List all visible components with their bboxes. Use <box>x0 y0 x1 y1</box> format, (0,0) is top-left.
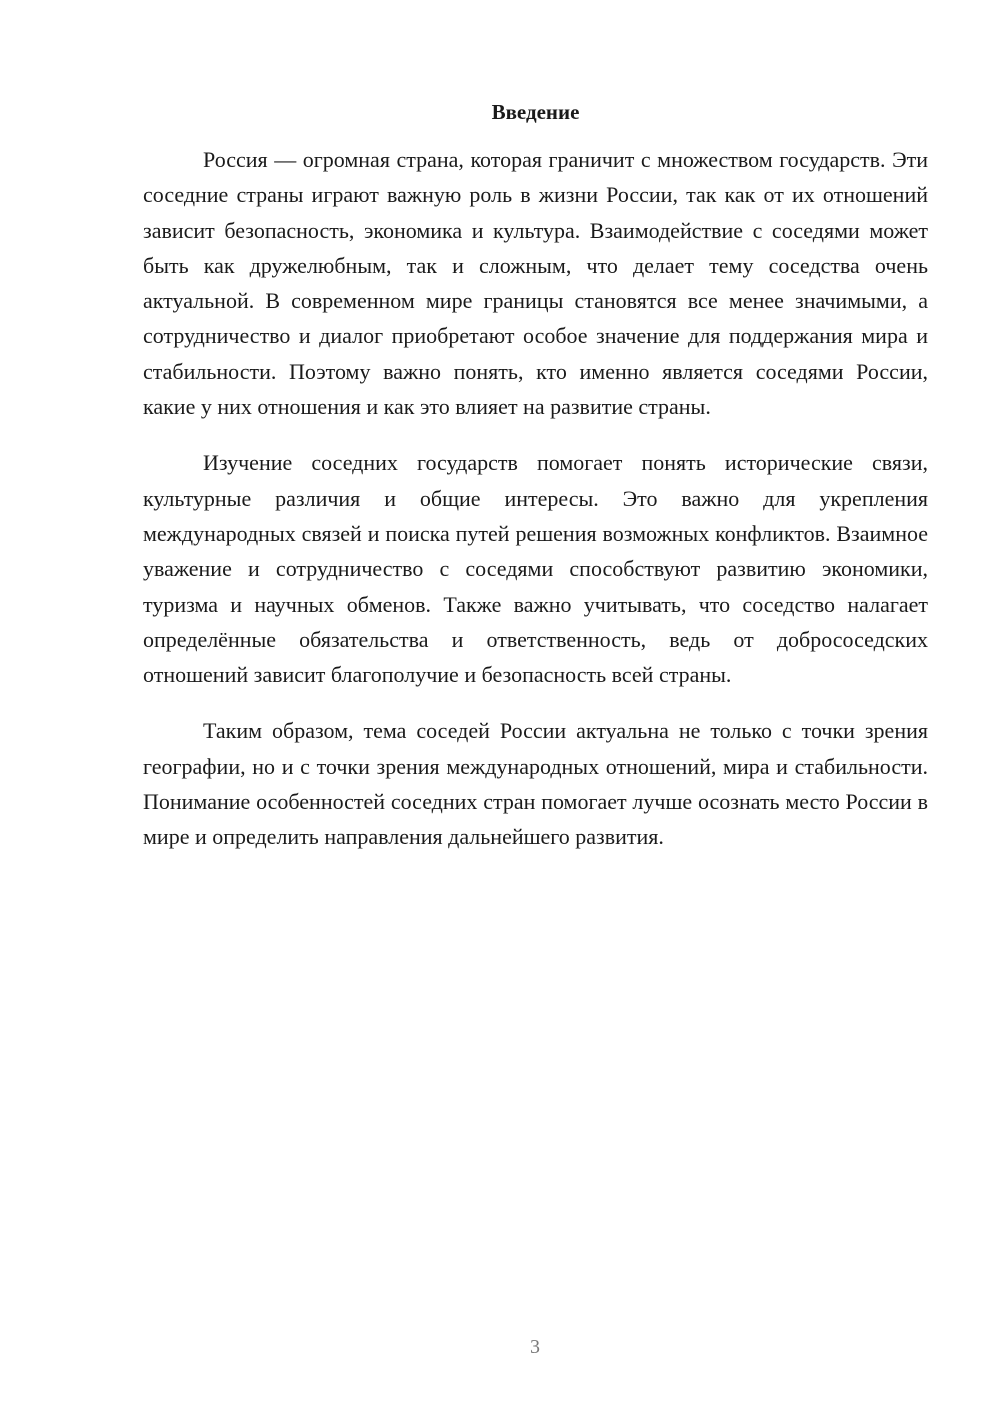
section-heading: Введение <box>491 100 580 124</box>
paragraph-1: Россия — огромная страна, которая граничит с множеством государств. Эти соседние страны играют важную роль в жизни России, так как от их отношений зависит безопасность, экономика и культура. Взаимодействие с соседями может быть как дружелюбным, так и сложным, что делает тему соседства очень актуальной. В современном мире границы становятся все менее значимыми, а сотрудничество и диалог приобретают особое значение для поддержания мира и стабильности. Поэтому важно понять, кто именно является соседями России, какие у них отношения и как это влияет на развитие страны. <box>143 147 928 420</box>
paragraph-3: Таким образом, тема соседей России актуальна не только с точки зрения географии, но и с точки зрения международных отношений, мира и стабильности. Понимание особенностей соседних стран помогает лучше осознать место России в мире и определить направления дальнейшего развития. <box>143 718 928 850</box>
paragraph-2: Изучение соседних государств помогает понять исторические связи, культурные различия и общие интересы. Это важно для укрепления международных связей и поиска путей решения возможных конфликтов. Взаимное уважение и сотрудничество с соседями способствуют развитию экономики, туризма и научных обменов. Также важно учитывать, что соседство налагает определённые обязательства и ответственность, ведь от добрососедских отношений зависит благополучие и безопасность всей страны. <box>143 450 928 688</box>
body-text <box>143 142 928 855</box>
page-number: 3 <box>530 1336 540 1358</box>
